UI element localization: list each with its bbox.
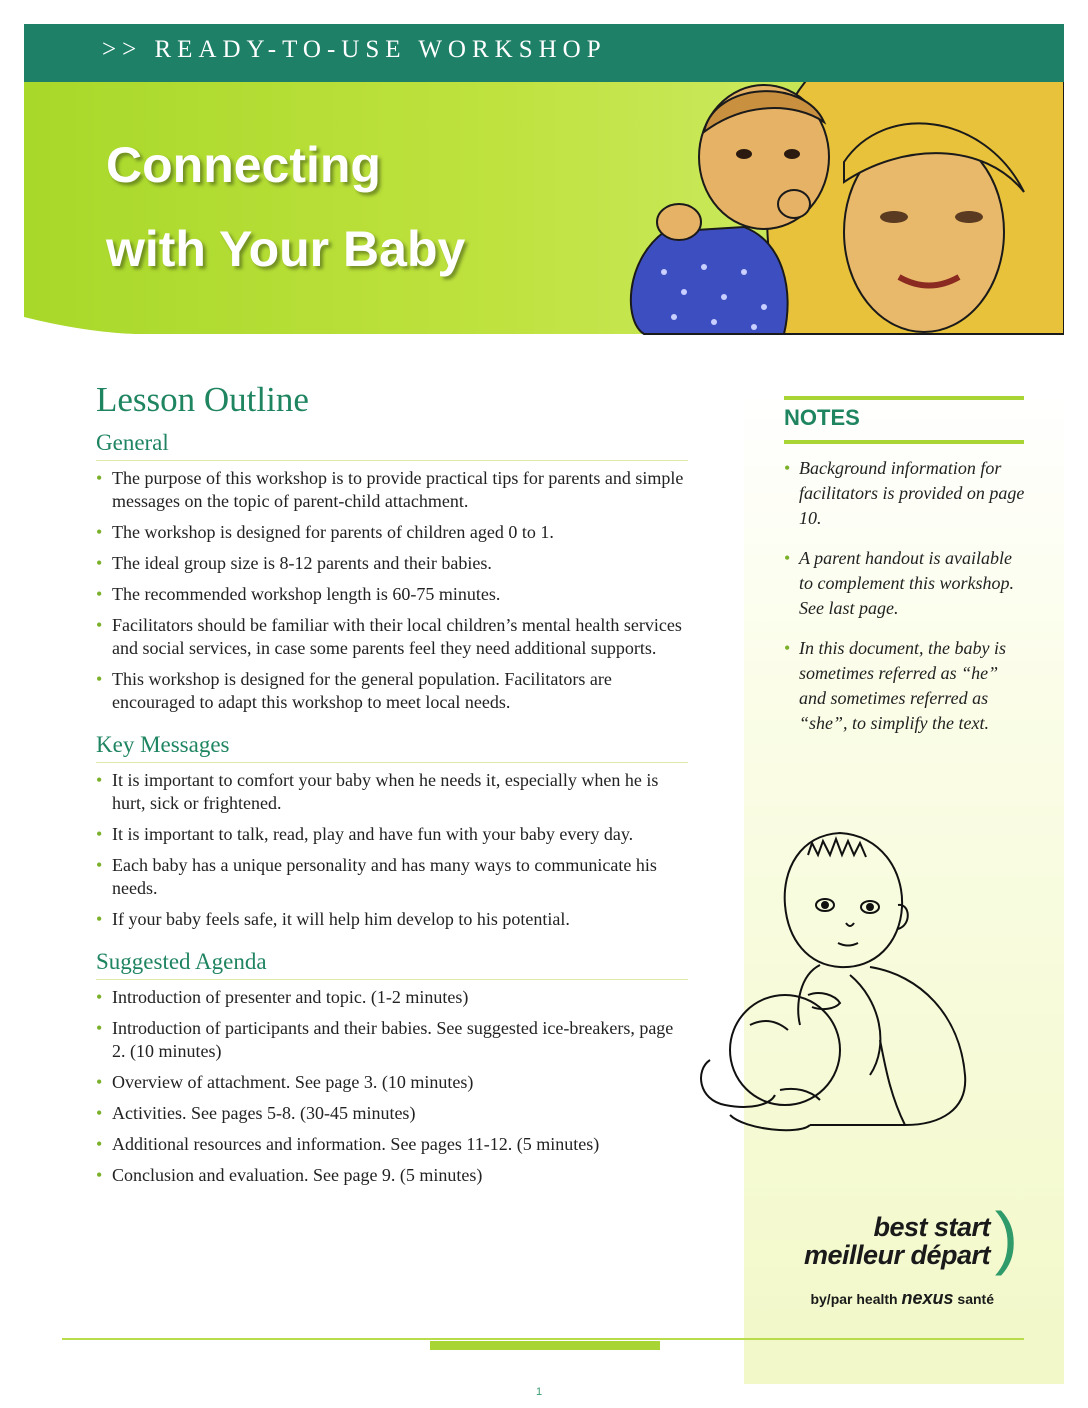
section-heading-suggested-agenda: Suggested Agenda [96,949,688,980]
notes-heading: NOTES [784,405,860,430]
bullet-icon: • [96,615,103,635]
bullet-icon: • [96,824,103,844]
bullet-icon: • [96,1103,103,1123]
mother-baby-illustration [24,82,1064,342]
list-item: • The purpose of this workshop is to provide practical tips for parents and simple messages on the topic of parent-child attachment. [96,468,684,511]
footer-tab [430,1341,660,1350]
notes-list [784,456,1029,751]
list-item: • Each baby has a unique personality and has many ways to communicate his needs. [96,855,657,898]
note-item: • Background information for facilitators is provided on page 10. [784,458,1025,528]
bullet-icon: • [96,770,103,790]
bullet-icon: • [96,1018,103,1038]
list-item: • Introduction of participants and their babies. See suggested ice-breakers, page 2. (10 minutes) [96,1018,674,1061]
page-number: 1 [536,1386,543,1398]
logo-line-2: meilleur départ [803,1240,990,1270]
list-item: • It is important to talk, read, play and have fun with your baby every day. [96,824,634,844]
bullet-icon: • [96,1165,103,1185]
list-item: • It is important to comfort your baby when he needs it, especially when he is hurt, sick or frightened. [96,770,659,813]
agenda-list [96,986,688,1187]
banner-top-strip [24,24,1064,82]
list-item: • Additional resources and information. See pages 11-12. (5 minutes) [96,1134,600,1154]
note-item: • In this document, the baby is sometimes referred as “he” and sometimes referred as “she”, to simplify the text. [784,638,1006,733]
list-item: • Overview of attachment. See page 3. (10 minutes) [96,1072,474,1092]
logo-byline: by/par health nexus santé [810,1288,994,1308]
bullet-icon: • [784,638,791,658]
bullet-icon: • [96,584,103,604]
list-item: • The ideal group size is 8-12 parents and their babies. [96,553,492,573]
list-item: • If your baby feels safe, it will help him develop to his potential. [96,909,570,929]
bullet-icon: • [96,1134,103,1154]
bullet-icon: • [96,553,103,573]
notes-bottom-rule [784,440,1024,444]
list-item: • Activities. See pages 5-8. (30-45 minutes) [96,1103,416,1123]
section-heading-general: General [96,430,688,461]
page-title: Lesson Outline [96,380,309,419]
key-messages-list [96,769,688,931]
lesson-outline [96,380,688,1205]
logo-line-1: best start [873,1212,990,1242]
list-item: • Introduction of presenter and topic. (1-2 minutes) [96,987,469,1007]
workshop-kicker: >> READY-TO-USE WORKSHOP [102,36,607,63]
bullet-icon: • [96,855,103,875]
logo-bracket-icon: ) [994,1198,1018,1276]
header-banner [24,24,1064,342]
list-item: • This workshop is designed for the general population. Facilitators are encouraged to adapt this workshop to meet local needs. [96,669,612,712]
list-item: • The workshop is designed for parents of children aged 0 to 1. [96,522,554,542]
bullet-icon: • [96,1072,103,1092]
list-item: • Facilitators should be familiar with their local children’s mental health services and social services, in case some parents feel they need additional supports. [96,615,682,658]
bullet-icon: • [784,548,791,568]
section-heading-key-messages: Key Messages [96,732,688,763]
bullet-icon: • [96,468,103,488]
list-item: • Conclusion and evaluation. See page 9. (5 minutes) [96,1165,483,1185]
bullet-icon: • [96,987,103,1007]
footer-rule [62,1338,1024,1340]
bullet-icon: • [96,909,103,929]
title-line-1: Connecting [106,137,381,193]
notes-top-rule [784,396,1024,400]
bullet-icon: • [96,522,103,542]
list-item: • The recommended workshop length is 60-75 minutes. [96,584,501,604]
best-start-logo [790,1198,1040,1318]
general-list [96,467,688,714]
bullet-icon: • [784,458,791,478]
bullet-icon: • [96,669,103,689]
baby-with-ball-illustration [690,825,990,1145]
title-line-2: with Your Baby [106,221,466,277]
note-item: • A parent handout is available to complement this workshop. See last page. [784,548,1014,618]
